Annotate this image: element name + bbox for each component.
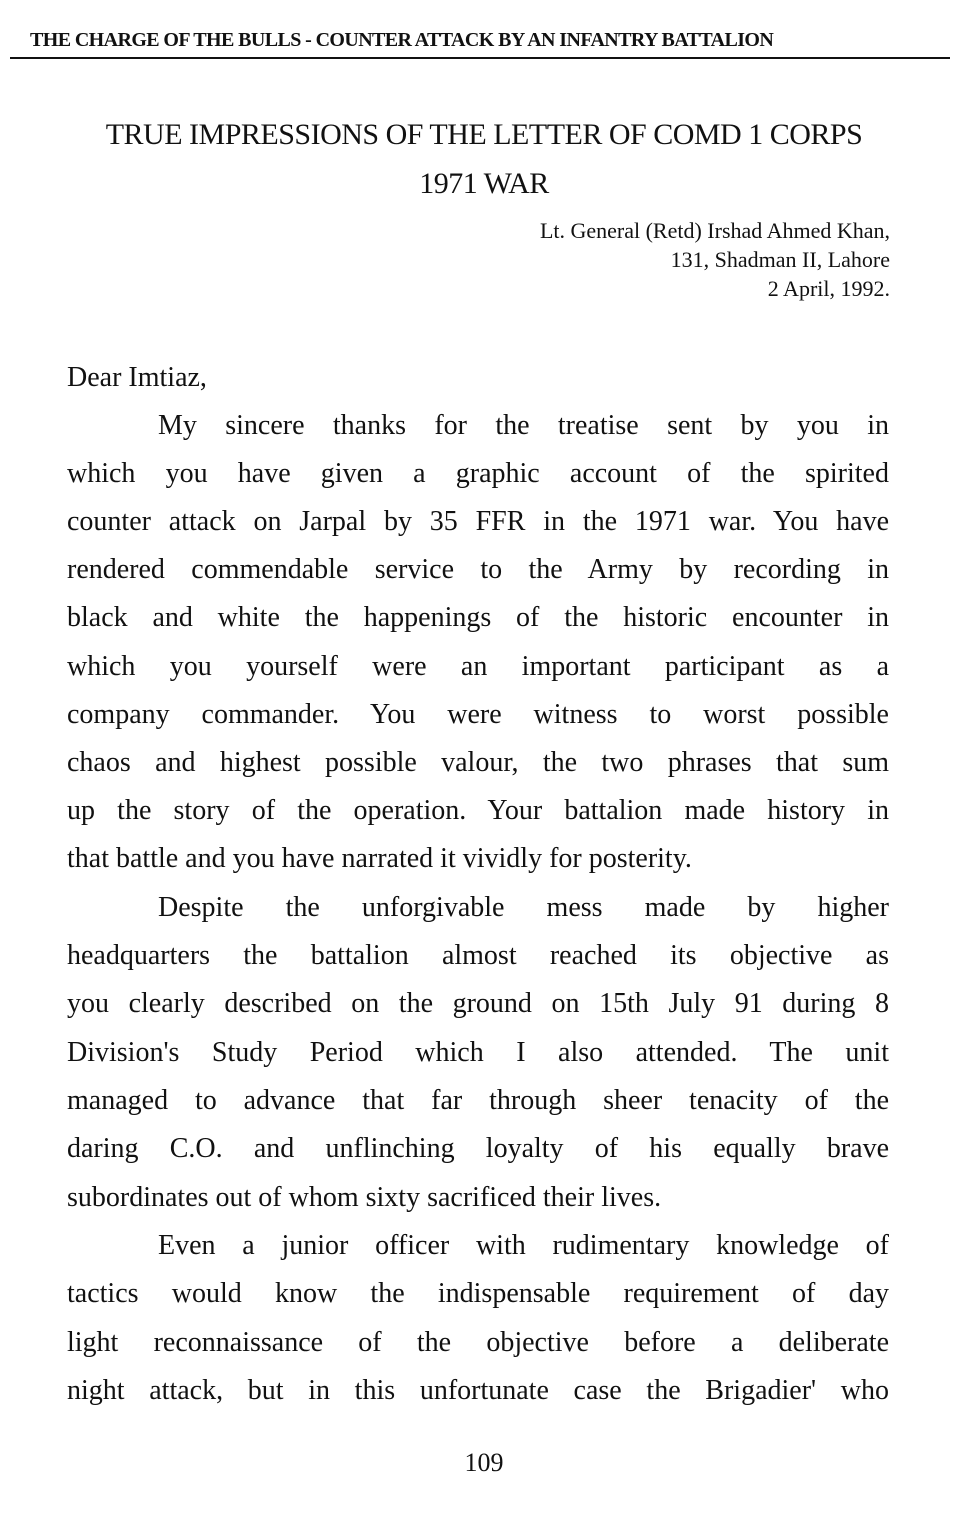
running-header: THE CHARGE OF THE BULLS - COUNTER ATTACK BY AN INFANTRY BATTALION — [30, 29, 774, 51]
letter-subtitle: 1971 WAR — [419, 167, 549, 200]
body-line: chaos and highest possible valour, the two phrases that sum — [67, 747, 889, 778]
body-line: managed to advance that far through sheer tenacity of the — [67, 1085, 889, 1116]
letter-title: TRUE IMPRESSIONS OF THE LETTER OF COMD 1 CORPS — [105, 118, 863, 151]
body-line: rendered commendable service to the Army by recording in — [67, 554, 889, 585]
body-line: up the story of the operation. Your battalion made history in — [67, 795, 889, 826]
page-number: 109 — [464, 1448, 504, 1477]
body-line: daring C.O. and unflinching loyalty of his equally brave — [67, 1133, 889, 1164]
sender-address: 131, Shadman II, Lahore — [670, 247, 890, 272]
body-line: company commander. You were witness to worst possible — [67, 699, 889, 730]
letter-date: 2 April, 1992. — [767, 276, 890, 301]
body-line: that battle and you have narrated it vividly for posterity. — [67, 843, 692, 874]
body-line: tactics would know the indispensable requirement of day — [67, 1278, 889, 1309]
body-line: Even a junior officer with rudimentary knowledge of — [158, 1230, 889, 1261]
body-line: counter attack on Jarpal by 35 FFR in the 1971 war. You have — [67, 506, 889, 537]
body-line: light reconnaissance of the objective before a deliberate — [67, 1327, 889, 1358]
body-line: which you have given a graphic account of the spirited — [67, 458, 889, 489]
body-line: black and white the happenings of the historic encounter in — [67, 602, 889, 633]
body-line: you clearly described on the ground on 15th July 91 during 8 — [67, 988, 889, 1019]
body-line: subordinates out of whom sixty sacrificed their lives. — [67, 1182, 662, 1213]
body-line: My sincere thanks for the treatise sent by you in — [158, 410, 889, 441]
body-line: Despite the unforgivable mess made by higher — [158, 892, 889, 923]
header-rule — [10, 57, 950, 59]
body-line: Division's Study Period which I also attended. The unit — [67, 1037, 889, 1068]
sender-name: Lt. General (Retd) Irshad Ahmed Khan, — [539, 218, 890, 243]
body-line: headquarters the battalion almost reached its objective as — [67, 940, 889, 971]
salutation: Dear Imtiaz, — [67, 362, 207, 393]
body-line: which you yourself were an important participant as a — [67, 651, 889, 682]
body-line: night attack, but in this unfortunate case the Brigadier' who — [67, 1375, 889, 1406]
